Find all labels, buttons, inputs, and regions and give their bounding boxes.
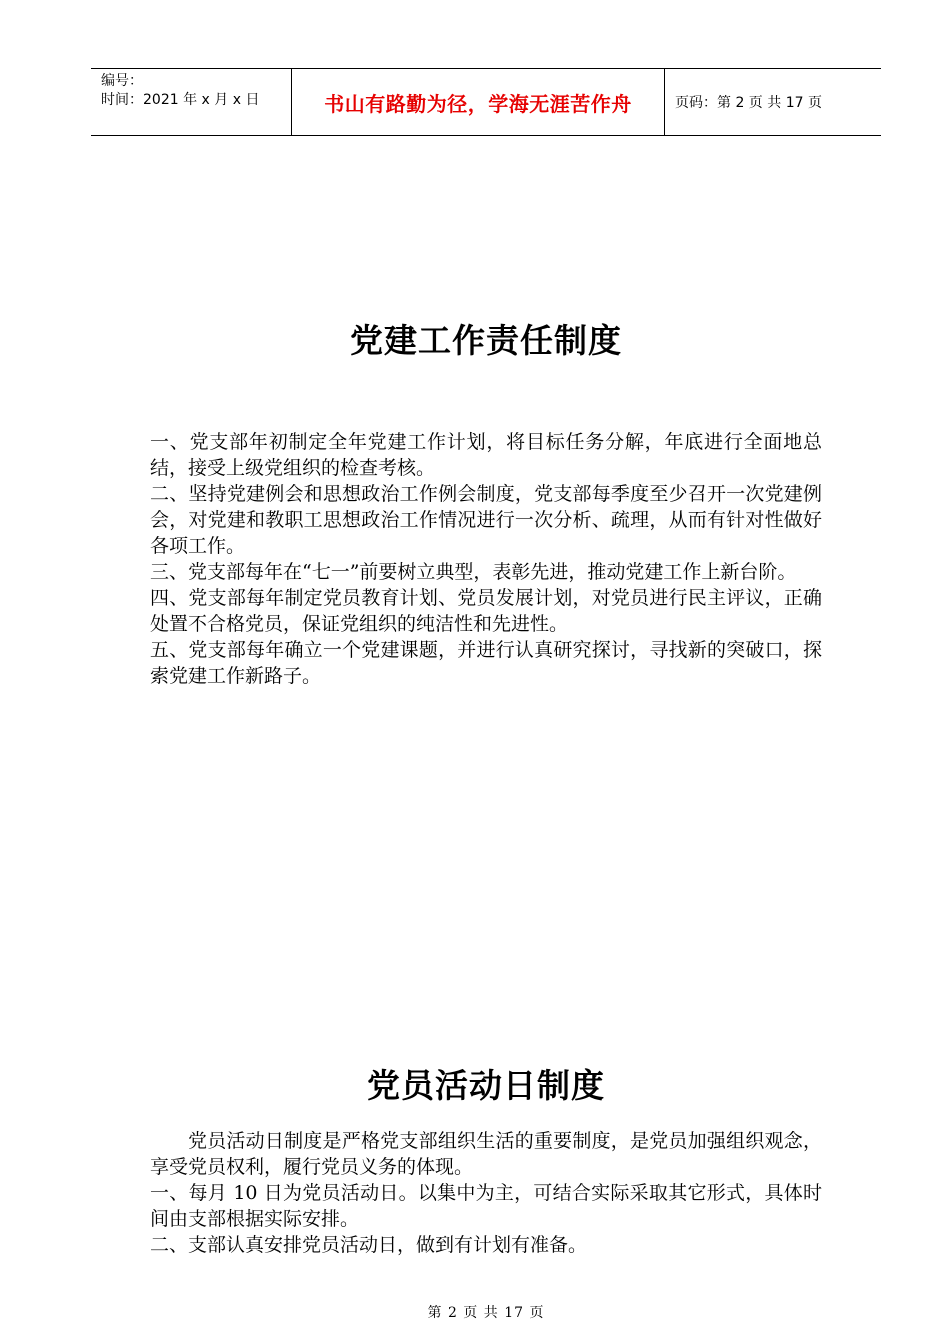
paragraph: 二、支部认真安排党员活动日，做到有计划有准备。 [150, 1234, 588, 1256]
paragraph: 五、党支部每年确立一个党建课题，并进行认真研究探讨，寻找新的突破口，探索党建工作新路子。 [150, 639, 822, 687]
page-footer: 第 2 页 共 17 页 [427, 1305, 545, 1321]
header-page-info: 页码：第 2 页 共 17 页 [675, 95, 822, 111]
header-meta-cell [91, 69, 292, 135]
section-body-party-building-responsibility [150, 429, 822, 689]
paragraph: 一、党支部年初制定全年党建工作计划，将目标任务分解，年底进行全面地总结，接受上级党组织的检查考核。 [150, 431, 822, 479]
paragraph: 三、党支部每年在“七一”前要树立典型，表彰先进，推动党建工作上新台阶。 [150, 561, 797, 583]
intro-paragraph: 党员活动日制度是严格党支部组织生活的重要制度，是党员加强组织观念，享受党员权利，履行党员义务的体现。 [150, 1130, 822, 1178]
document-number-label: 编号： [101, 73, 143, 89]
page-header [91, 68, 881, 136]
header-motto: 书山有路勤为径，学海无涯苦作舟 [292, 69, 665, 135]
section-body-member-activity-day [150, 1128, 822, 1258]
paragraph: 四、党支部每年制定党员教育计划、党员发展计划，对党员进行民主评议，正确处置不合格党员，保证党组织的纯洁性和先进性。 [150, 587, 822, 635]
paragraph: 二、坚持党建例会和思想政治工作例会制度，党支部每季度至少召开一次党建例会，对党建和教职工思想政治工作情况进行一次分析、疏理，从而有针对性做好各项工作。 [150, 483, 822, 557]
section-title-member-activity-day: 党员活动日制度 [367, 1066, 605, 1105]
paragraph: 一、每月 10 日为党员活动日。以集中为主，可结合实际采取其它形式，具体时间由支部根据实际安排。 [150, 1182, 822, 1230]
section-title-party-building-responsibility: 党建工作责任制度 [350, 321, 622, 360]
document-time-label: 时间：2021 年 x 月 x 日 [101, 92, 260, 108]
